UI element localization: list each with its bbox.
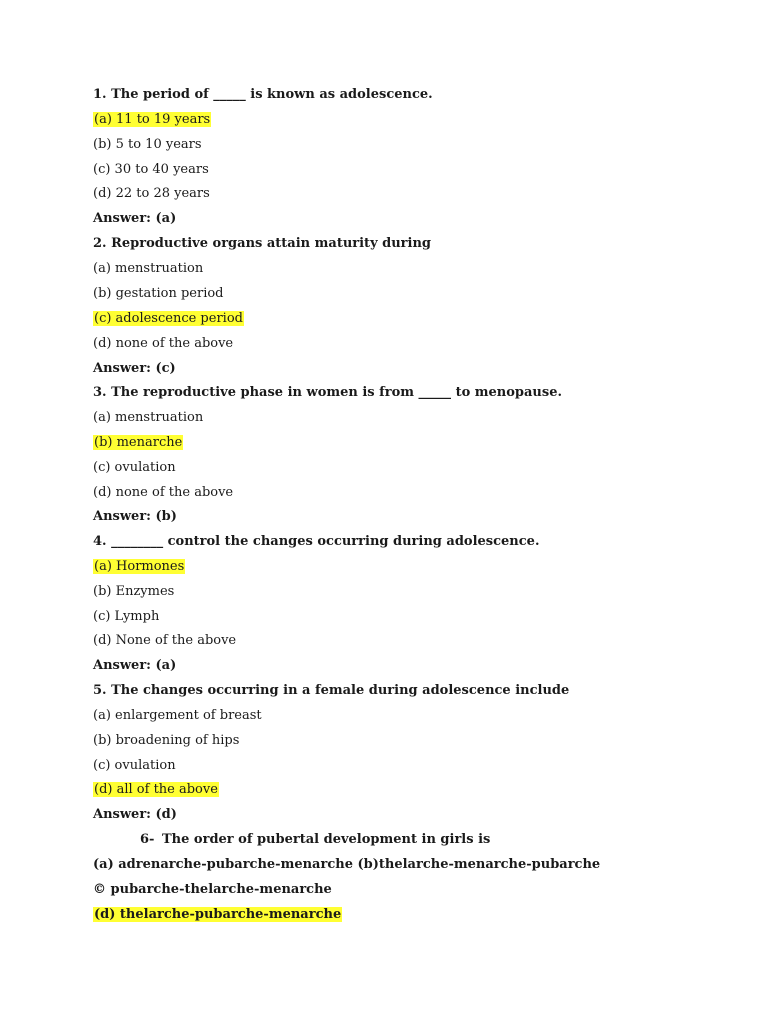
question-2-answer: Answer: (c) (93, 361, 176, 376)
question-1-answer: Answer: (a) (93, 211, 177, 226)
question-1-option-d: (d) 22 to 28 years (93, 186, 210, 201)
question-3-option-b (93, 431, 183, 455)
question-3-option-c: (c) ovulation (93, 460, 176, 475)
question-3-option-a: (a) menstruation (93, 410, 204, 425)
question-1-option-a (93, 108, 211, 132)
question-5-option-d (93, 778, 219, 802)
question-6-option-d (93, 903, 342, 927)
question-6-option-c: © pubarche-thelarche-menarche (93, 882, 332, 897)
question-6-number: 6- (140, 832, 155, 847)
question-1: 1. The period of _____ is known as adolescence. (93, 87, 433, 102)
highlighted-answer: (d) all of the above (94, 782, 218, 797)
question-5-option-c: (c) ovulation (93, 758, 176, 773)
question-6-option-b: (b)thelarche-menarche-pubarche (357, 857, 601, 872)
question-4-option-c: (c) Lymph (93, 609, 160, 624)
question-6-option-a: (a) adrenarche-pubarche-menarche (93, 857, 353, 872)
question-6 (93, 828, 490, 852)
question-1-option-b: (b) 5 to 10 years (93, 137, 202, 152)
question-3-option-d: (d) none of the above (93, 485, 234, 500)
question-4-answer: Answer: (a) (93, 658, 177, 673)
question-2-option-a: (a) menstruation (93, 261, 204, 276)
question-5: 5. The changes occurring in a female during adolescence include (93, 683, 570, 698)
question-3: 3. The reproductive phase in women is from _____ to menopause. (93, 385, 562, 400)
question-5-answer: Answer: (d) (93, 807, 177, 822)
question-6-text: The order of pubertal development in girls is (162, 832, 491, 847)
highlighted-answer: (a) Hormones (94, 559, 185, 574)
question-2-option-c (93, 307, 244, 331)
question-3-answer: Answer: (b) (93, 509, 177, 524)
question-2: 2. Reproductive organs attain maturity during (93, 236, 432, 251)
question-5-option-b: (b) broadening of hips (93, 733, 240, 748)
question-4-option-a (93, 555, 185, 579)
highlighted-answer: (c) adolescence period (94, 311, 243, 326)
question-4-option-d: (d) None of the above (93, 633, 237, 648)
question-6-options-ab (93, 853, 600, 877)
question-5-option-a: (a) enlargement of breast (93, 708, 262, 723)
question-4-option-b: (b) Enzymes (93, 584, 175, 599)
question-1-option-c: (c) 30 to 40 years (93, 162, 209, 177)
highlighted-answer: (a) 11 to 19 years (94, 112, 211, 127)
question-4: 4. ________ control the changes occurring during adolescence. (93, 534, 540, 549)
highlighted-answer: (d) thelarche-pubarche-menarche (94, 907, 342, 922)
question-2-option-d: (d) none of the above (93, 336, 234, 351)
question-2-option-b: (b) gestation period (93, 286, 224, 301)
highlighted-answer: (b) menarche (94, 435, 183, 450)
